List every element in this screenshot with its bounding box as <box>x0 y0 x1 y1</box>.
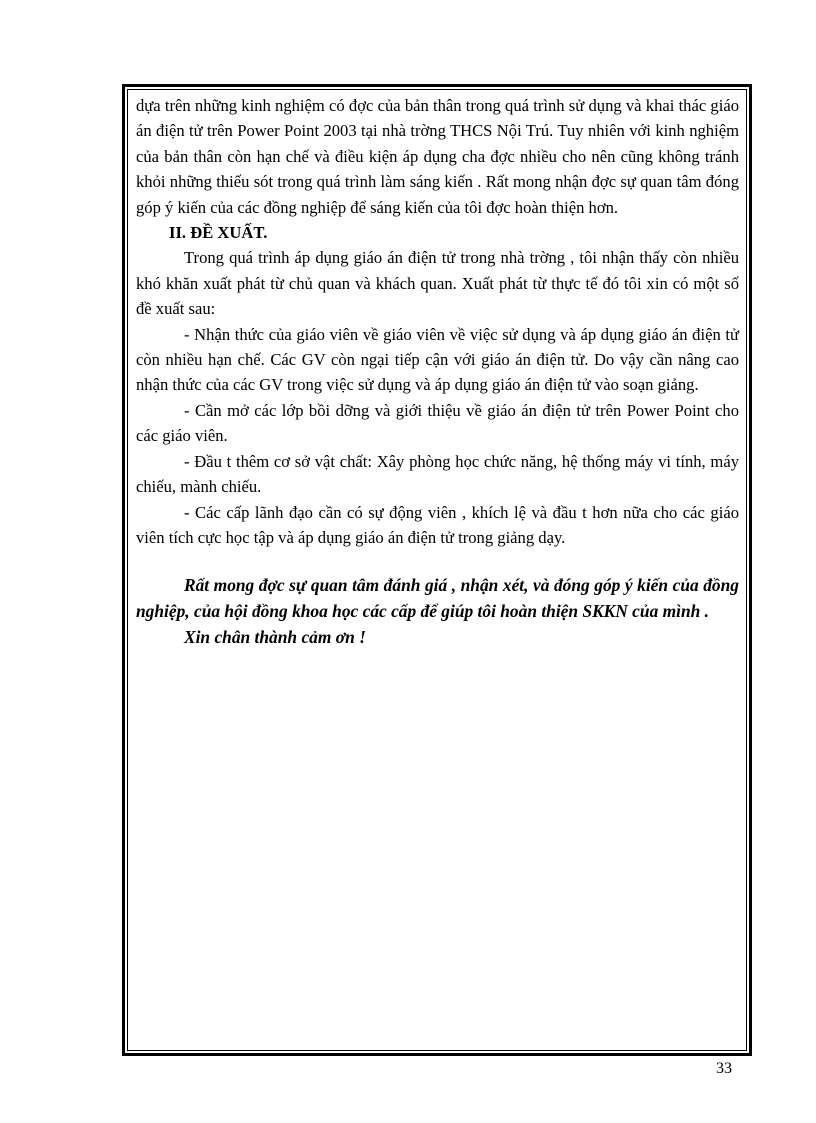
intro-paragraph: dựa trên những kinh nghiệm có đợc của bản thân trong quá trình sử dụng và khai thác giáo án điện tử trên Power Point 2003 tại nhà trờng THCS Nội Trú. Tuy nhiên với kinh nghiệm của bản thân còn hạn chế và điều kiện áp dụng cha đợc nhiều cho nên cũng không tránh khỏi những thiếu sót trong quá trình làm sáng kiến . Rất mong nhận đợc sự quan tâm đóng góp ý kiến của các đồng nghiệp để sáng kiến của tôi đợc hoàn thiện hơn. <box>136 96 739 217</box>
page-number: 33 <box>716 1060 732 1077</box>
proposal-item-2: - Cần mở các lớp bồi dỡng và giới thiệu về giáo án điện tử trên Power Point cho các giáo viên. <box>136 400 739 446</box>
proposal-item-1: - Nhận thức của giáo viên về giáo viên về việc sử dụng và áp dụng giáo án điện tử còn nhiều hạn chế. Các GV còn ngại tiếp cận với giáo án điện tử. Do vậy cần nâng cao nhận thức của các GV trong việc sử dụng và áp dụng giáo án điện tử vào soạn giảng. <box>136 324 739 395</box>
closing-thanks: Xin chân thành cảm ơn ! <box>184 626 366 647</box>
body-paragraph-1: Trong quá trình áp dụng giáo án điện tử trong nhà trờng , tôi nhận thấy còn nhiều khó khăn xuất phát từ chủ quan và khách quan. Xuất phát từ thực tế đó tôi xin có một số đề xuất sau: <box>136 248 739 319</box>
paragraph-spacer <box>136 550 739 573</box>
proposal-item-3: - Đầu t thêm cơ sở vật chất: Xây phòng học chức năng, hệ thống máy vi tính, máy chiếu, mành chiếu. <box>136 451 739 497</box>
section-heading: II. ĐỀ XUẤT. <box>169 223 268 243</box>
closing-request: Rất mong đợc sự quan tâm đánh giá , nhận xét, và đóng góp ý kiến của đồng nghiệp, của hội đồng khoa học các cấp để giúp tôi hoàn thiện SKKN của mình . <box>136 575 739 621</box>
document-body <box>136 93 739 650</box>
proposal-item-4: - Các cấp lãnh đạo cần có sự động viên , khích lệ và đầu t hơn nữa cho các giáo viên tích cực học tập và áp dụng giáo án điện tử trong giảng dạy. <box>136 502 739 547</box>
